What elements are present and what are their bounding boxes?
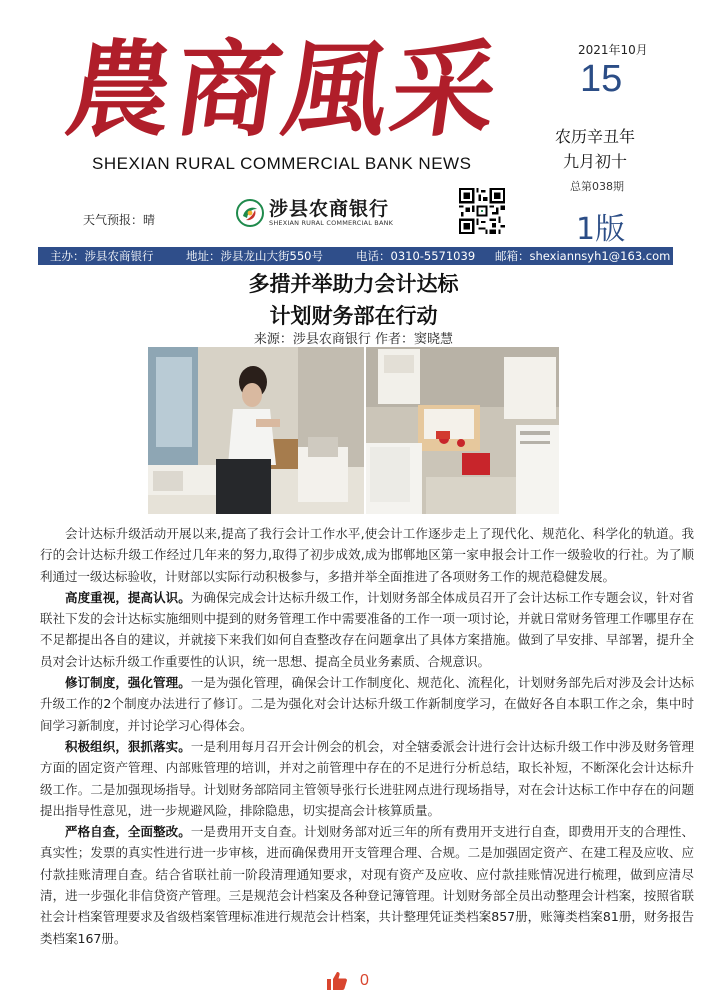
masthead-title: 農商風采: [59, 28, 509, 151]
like-button[interactable]: [326, 971, 369, 991]
article-headline-line1: 多措并举助力会计达标: [248, 272, 459, 296]
issue-number: 总第038期: [570, 180, 624, 193]
bank-name-en: SHEXIAN RURAL COMMERCIAL BANK: [269, 219, 394, 227]
bank-logo: [235, 195, 393, 231]
section-heading: 积极组织，狠抓落实。: [65, 738, 191, 754]
section-body: 一是利用每月召开会计例会的机会，对全辖委派会计进行会计达标升级工作中涉及财务管理方面的固定资产管理、内部账管理的培训，并对之前管理中存在的不足进行分析总结，取长补短，不断深化会计达标升级工作。二是加强现场指导。计划财务部陪同主管领导张行长进驻网点进行现场指导，对在会计达标工作中存在的问题提出指导性意见，进一步规避风险，排除隐患，切实提高会计核算质量。: [40, 738, 694, 818]
info-host: 主办：涉县农商银行: [50, 249, 154, 263]
masthead-subtitle: SHEXIAN RURAL COMMERCIAL BANK NEWS: [92, 154, 472, 173]
issue-day: 15: [580, 58, 623, 100]
masthead-info-bar: [38, 247, 673, 265]
lunar-year: 农历辛丑年: [555, 127, 636, 146]
bank-logo-icon: [235, 198, 265, 228]
article-section: [40, 821, 694, 949]
info-email: 邮箱：shexiannsyh1@163.com: [495, 249, 671, 263]
weather-forecast: 天气预报：晴: [83, 213, 156, 227]
article-byline: 来源：涉县农商银行 作者：窦晓慧: [253, 332, 454, 347]
section-heading: 严格自查，全面整改。: [65, 824, 191, 840]
like-count: 0: [360, 972, 369, 989]
issue-year-month: 2021年10月: [578, 43, 648, 57]
bank-name-cn: 涉县农商银行: [269, 198, 390, 220]
edition-number: 1版: [576, 212, 626, 247]
lunar-day: 九月初十: [563, 152, 628, 171]
thumbs-up-icon[interactable]: [326, 971, 348, 991]
article-body: [40, 523, 694, 949]
info-address: 地址：涉县龙山大街550号: [186, 249, 323, 263]
article-headline-line2: 计划财务部在行动: [269, 304, 438, 328]
info-phone: 电话：0310-5571039: [356, 249, 476, 263]
section-heading: 修订制度，强化管理。: [65, 675, 191, 691]
article-photo-left: [148, 347, 364, 514]
section-body: 一是费用开支自查。计划财务部对近三年的所有费用开支进行自查，即费用开支的合理性、真实性；发票的真实性进行进一步审核，进而确保费用开支管理合理、合规。二是加强固定资产、在建工程及应收、应付款挂账清理自查。结合省联社前一阶段清理通知要求，对现有资产及应收、应付款挂账情况进行梳理，做到应清尽清，进一步强化非信贷资产管理。三是规范会计档案及各种登记簿管理。计划财务部全员出动整理会计档案，按照省联社会计档案管理要求及省级档案管理标准进行规范会计档案，共计整理凭证类档案857册，账簿类档案81册，财务报告类档案167册。: [40, 824, 694, 946]
article-section: [40, 736, 694, 821]
section-body: 为确保完成会计达标升级工作，计划财务部全体成员召开了会计达标工作专题会议，针对省联社下发的会计达标实施细则中提到的财务管理工作中需要准备的工作一项一项讨论，并就日常财务管理工作哪里存在不足都提出各自的建议，并就接下来我们如何自查整改存在问题拿出了具体方案措施。做到了早安排、早部署，提升全员对会计达标升级工作重要性的认识，统一思想、提高全员业务素质、合规意识。: [40, 589, 694, 669]
article-photo-right: [366, 347, 559, 514]
article-section: [40, 587, 694, 672]
section-body: 一是为强化管理，确保会计工作制度化、规范化、流程化，计划财务部先后对涉及会计达标升级工作的2个制度办法进行了修订。二是为强化对会计达标升级工作新制度学习，在做好各自本职工作之余，集中时间学习新制度，并讨论学习心得体会。: [40, 675, 694, 733]
article-intro: 会计达标升级活动开展以来,提高了我行会计工作水平,使会计工作逐步走上了现代化、规范化、科学化的轨道。我行的会计达标升级工作经过几年来的努力,取得了初步成效,成为邯郸地区第一家申报会计工作一级验收的行社。为了顺利通过一级达标验收，计财部以实际行动积极参与，多措并举全面推进了各项财务工作的规范稳健发展。: [40, 526, 694, 584]
section-heading: 高度重视，提高认识。: [65, 589, 191, 605]
qr-code-icon: [459, 188, 505, 234]
article-section: [40, 672, 694, 736]
